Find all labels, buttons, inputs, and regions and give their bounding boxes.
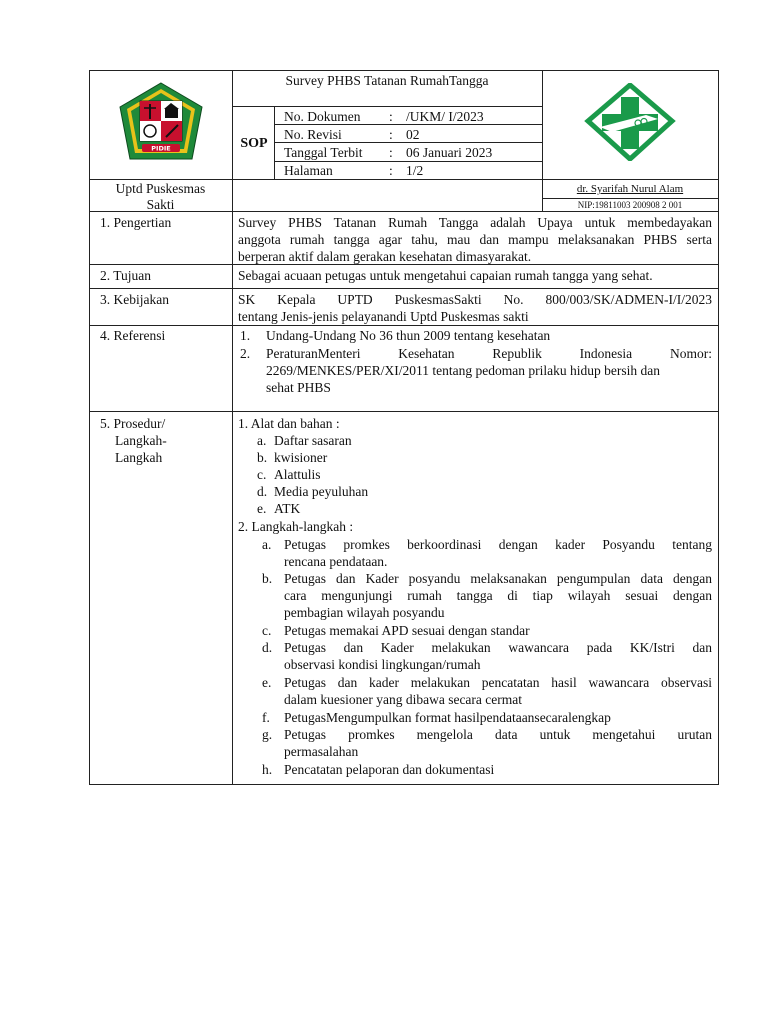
langkah-num: d.	[262, 640, 273, 655]
doc-field-sep: :	[389, 163, 393, 178]
langkah-line: dalam kuesioner yang dibawa secara cermat	[284, 692, 523, 707]
section-label-prosedur-line2: Langkah-	[115, 433, 167, 448]
section-label-referensi: 4. Referensi	[100, 328, 166, 343]
langkah-num: g.	[262, 727, 273, 742]
doc-field-value: 1/2	[406, 163, 424, 178]
unit-name: Uptd Puskesmas	[115, 181, 206, 196]
referensi-line: sehat PHBS	[266, 380, 331, 395]
referensi-num: 2.	[240, 346, 251, 361]
kebijakan-line: SK Kepala UPTD PuskesmasSakti No. 800/003/SK/ADMEN-I/I/2023	[238, 292, 712, 307]
pengertian-line: anggota rumah tangga agar tahu, mau dan mampu melaksanakan PHBS serta	[238, 232, 712, 247]
langkah-num: c.	[262, 623, 272, 638]
alat-item: kwisioner	[274, 450, 328, 465]
pengertian-line: Survey PHBS Tatanan Rumah Tangga adalah Upaya untuk membedayakan	[238, 215, 712, 230]
doc-field-label: No. Dokumen	[284, 109, 361, 124]
doc-field-value: 02	[406, 127, 420, 142]
langkah-line: cara mengunjungi rumah tangga di tiap wilayah sesuai dengan	[284, 588, 712, 603]
section-label-prosedur: 5. Prosedur/	[100, 416, 166, 431]
alat-item: Daftar sasaran	[274, 433, 352, 448]
langkah-line: Petugas dan Kader melakukan wawancara pada KK/Istri dan	[284, 640, 712, 655]
doc-field-sep: :	[389, 109, 393, 124]
sop-label: SOP	[240, 136, 268, 151]
section-label-tujuan: 2. Tujuan	[100, 268, 152, 283]
langkah-num: b.	[262, 571, 273, 586]
referensi-line: Undang-Undang No 36 thun 2009 tentang kesehatan	[266, 328, 551, 343]
doc-field-value: /UKM/ I/2023	[406, 109, 484, 124]
langkah-line: permasalahan	[284, 744, 359, 759]
section-label-pengertian: 1. Pengertian	[100, 215, 172, 230]
section-label-kebijakan: 3. Kebijakan	[100, 292, 169, 307]
langkah-line: PetugasMengumpulkan format hasilpendataansecaralengkap	[284, 710, 611, 725]
langkah-line: observasi kondisi lingkungan/rumah	[284, 657, 481, 672]
doc-field-label: Tanggal Terbit	[284, 145, 363, 160]
document-title: Survey PHBS Tatanan RumahTangga	[285, 73, 489, 88]
unit-name-line2: Sakti	[146, 197, 175, 212]
langkah-line: Petugas dan Kader posyandu melaksanakan pengumpulan data dengan	[284, 571, 712, 586]
alat-item: ATK	[274, 501, 301, 516]
kebijakan-line: tentang Jenis-jenis pelayanandi Uptd Puskesmas sakti	[238, 309, 529, 324]
doc-field-label: No. Revisi	[284, 127, 342, 142]
referensi-num: 1.	[240, 328, 251, 343]
langkah-num: a.	[262, 537, 272, 552]
pengertian-line: berperan aktif dalam gerakan kesehatan dimasyarakat.	[238, 249, 532, 264]
langkah-line: Petugas promkes mengelola data untuk mengetahui urutan	[284, 727, 712, 742]
langkah-line: rencana pendataan.	[284, 554, 388, 569]
langkah-line: Petugas promkes berkoordinasi dengan kader Posyandu tentang	[284, 537, 712, 552]
langkah-num: f.	[262, 710, 270, 725]
svg-text:PIDIE: PIDIE	[151, 144, 171, 153]
alat-num: c.	[257, 467, 267, 482]
signer-name: dr. Syarifah Nurul Alam	[576, 183, 684, 195]
alat-heading: 1. Alat dan bahan :	[238, 416, 340, 431]
alat-item: Alattulis	[274, 467, 321, 482]
pidie-emblem-icon	[116, 81, 206, 163]
section-label-prosedur-line3: Langkah	[115, 450, 163, 465]
alat-num: e.	[257, 501, 267, 516]
alat-num: a.	[257, 433, 267, 448]
langkah-line: Pencatatan pelaporan dan dokumentasi	[284, 762, 495, 777]
langkah-line: Petugas dan kader melakukan pencatatan hasil wawancara observasi	[284, 675, 712, 690]
doc-field-label: Halaman	[284, 163, 333, 178]
doc-field-value: 06 Januari 2023	[406, 145, 493, 160]
alat-num: b.	[257, 450, 268, 465]
langkah-num: e.	[262, 675, 272, 690]
doc-field-sep: :	[389, 127, 393, 142]
puskesmas-logo	[584, 83, 676, 161]
langkah-line: Petugas memakai APD sesuai dengan standar	[284, 623, 530, 638]
langkah-num: h.	[262, 762, 273, 777]
referensi-line: 2269/MENKES/PER/XI/2011 tentang pedoman prilaku hidup bersih dan	[266, 363, 660, 378]
tujuan-text: Sebagai acuaan petugas untuk mengetahui capaian rumah tangga yang sehat.	[238, 268, 653, 283]
langkah-line: pembagian wilayah posyandu	[284, 605, 445, 620]
referensi-line: PeraturanMenteri Kesehatan Republik Indonesia Nomor:	[266, 346, 712, 361]
alat-item: Media peyuluhan	[274, 484, 369, 499]
alat-num: d.	[257, 484, 268, 499]
doc-field-sep: :	[389, 145, 393, 160]
langkah-heading: 2. Langkah-langkah :	[238, 519, 354, 534]
health-cross-icon	[584, 83, 676, 161]
pidie-logo	[116, 81, 206, 163]
signer-nip: NIP:19811003 200908 2 001	[577, 200, 683, 210]
